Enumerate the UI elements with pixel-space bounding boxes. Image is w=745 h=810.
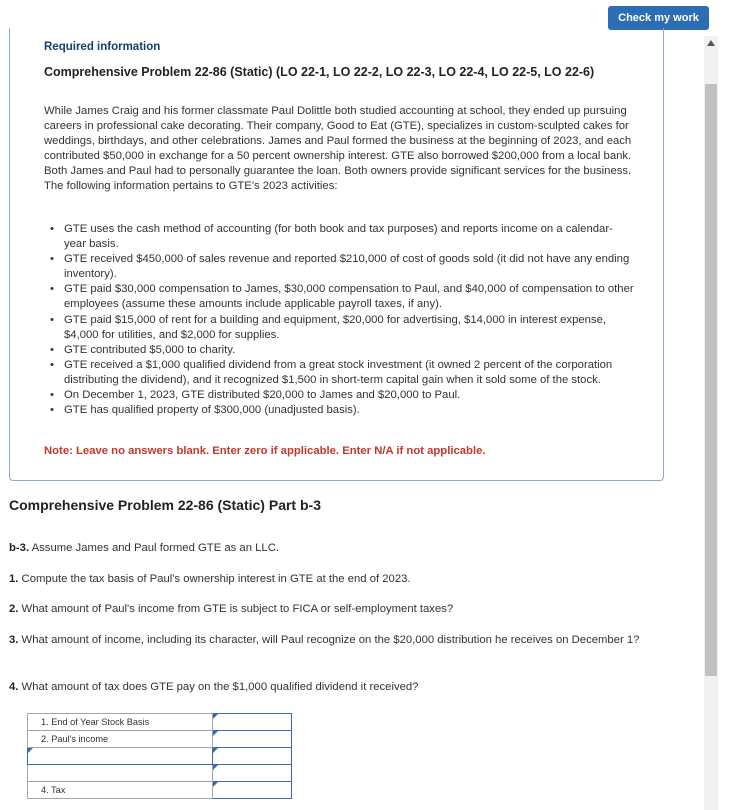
- scrollbar-thumb[interactable]: [705, 84, 717, 676]
- table-row: [28, 731, 292, 748]
- list-item: • GTE received $450,000 of sales revenue and reported $210,000 of cost of goods sold (it did not have any ending inventory).: [50, 253, 630, 281]
- pauls-income-input[interactable]: [213, 731, 292, 748]
- list-item: • GTE contributed $5,000 to charity.: [50, 343, 236, 356]
- answer-table: [27, 713, 292, 799]
- check-my-work-button[interactable]: Check my work: [608, 6, 709, 30]
- part-title: Comprehensive Problem 22-86 (Static) Part b-3: [9, 497, 321, 513]
- list-item: • GTE uses the cash method of accounting (for both book and tax purposes) and reports income on a calendar-year basis.: [50, 223, 613, 251]
- problem-title: Comprehensive Problem 22-86 (Static) (LO 22-1, LO 22-2, LO 22-3, LO 22-4, LO 22-5, LO 22-6): [44, 65, 595, 79]
- activities-list: [44, 222, 634, 418]
- question-3: 3. What amount of income, including its character, will Paul recognize on the $20,000 distribution he receives on December 1?: [9, 634, 640, 646]
- question-3-extra-input[interactable]: [213, 765, 292, 782]
- question-3-amount-input[interactable]: [213, 748, 292, 765]
- table-row: [28, 748, 292, 765]
- question-2: 2. What amount of Paul's income from GTE is subject to FICA or self-employment taxes?: [9, 603, 454, 615]
- section-label: Required information: [44, 41, 161, 53]
- scroll-up-arrow-icon[interactable]: [707, 40, 715, 46]
- list-item: • GTE has qualified property of $300,000 (unadjusted basis).: [50, 404, 360, 417]
- answer-label: [28, 765, 213, 782]
- answer-label: 2. Paul's income: [28, 731, 213, 748]
- question-3-text-input[interactable]: [28, 748, 213, 765]
- tax-input[interactable]: [213, 782, 292, 799]
- answer-label: 4. Tax: [28, 782, 213, 799]
- list-item: • GTE received a $1,000 qualified dividend from a great stock investment (it owned 2 percent of the corporation distributing the dividend), and it recognized $1,500 in short-term capital gain when it sold some of the stock.: [50, 358, 613, 386]
- question-4: 4. What amount of tax does GTE pay on the $1,000 qualified dividend it received?: [9, 681, 419, 693]
- list-item: • GTE paid $15,000 of rent for a building and equipment, $20,000 for advertising, $14,000 in interest expense, $4,000 for utilities, and $2,000 for supplies.: [50, 313, 606, 341]
- list-item: • GTE paid $30,000 compensation to James, $30,000 compensation to Paul, and $40,000 of compensation to other employees (assume these amounts include applicable payroll taxes, if any).: [50, 283, 634, 311]
- question-1: 1. Compute the tax basis of Paul's ownership interest in GTE at the end of 2023.: [9, 573, 411, 585]
- instruction-note: Note: Leave no answers blank. Enter zero if applicable. Enter N/A if not applicable.: [44, 445, 486, 457]
- problem-description: While James Craig and his former classmate Paul Dolittle both studied accounting at school, they ended up pursuing careers in professional cake decorating. Their company, Good to Eat (GTE), specializes in custom-sculpted cakes for weddings, birthdays, and other celebrations. James and Paul formed the business at the beginning of 2023, and each contributed $50,000 in exchange for a 50 percent ownership interest. GTE also borrowed $200,000 from a local bank. Both James and Paul had to personally guarantee the loan. Both owners provide significant services for the business. The following information pertains to GTE's 2023 activities:: [44, 105, 632, 193]
- table-row: [28, 782, 292, 799]
- answer-label: 1. End of Year Stock Basis: [28, 714, 213, 731]
- list-item: • On December 1, 2023, GTE distributed $20,000 to James and $20,000 to Paul.: [50, 389, 461, 402]
- end-of-year-basis-input[interactable]: [213, 714, 292, 731]
- table-row: [28, 765, 292, 782]
- intro-question: b-3. Assume James and Paul formed GTE as an LLC.: [9, 542, 279, 554]
- table-row: [28, 714, 292, 731]
